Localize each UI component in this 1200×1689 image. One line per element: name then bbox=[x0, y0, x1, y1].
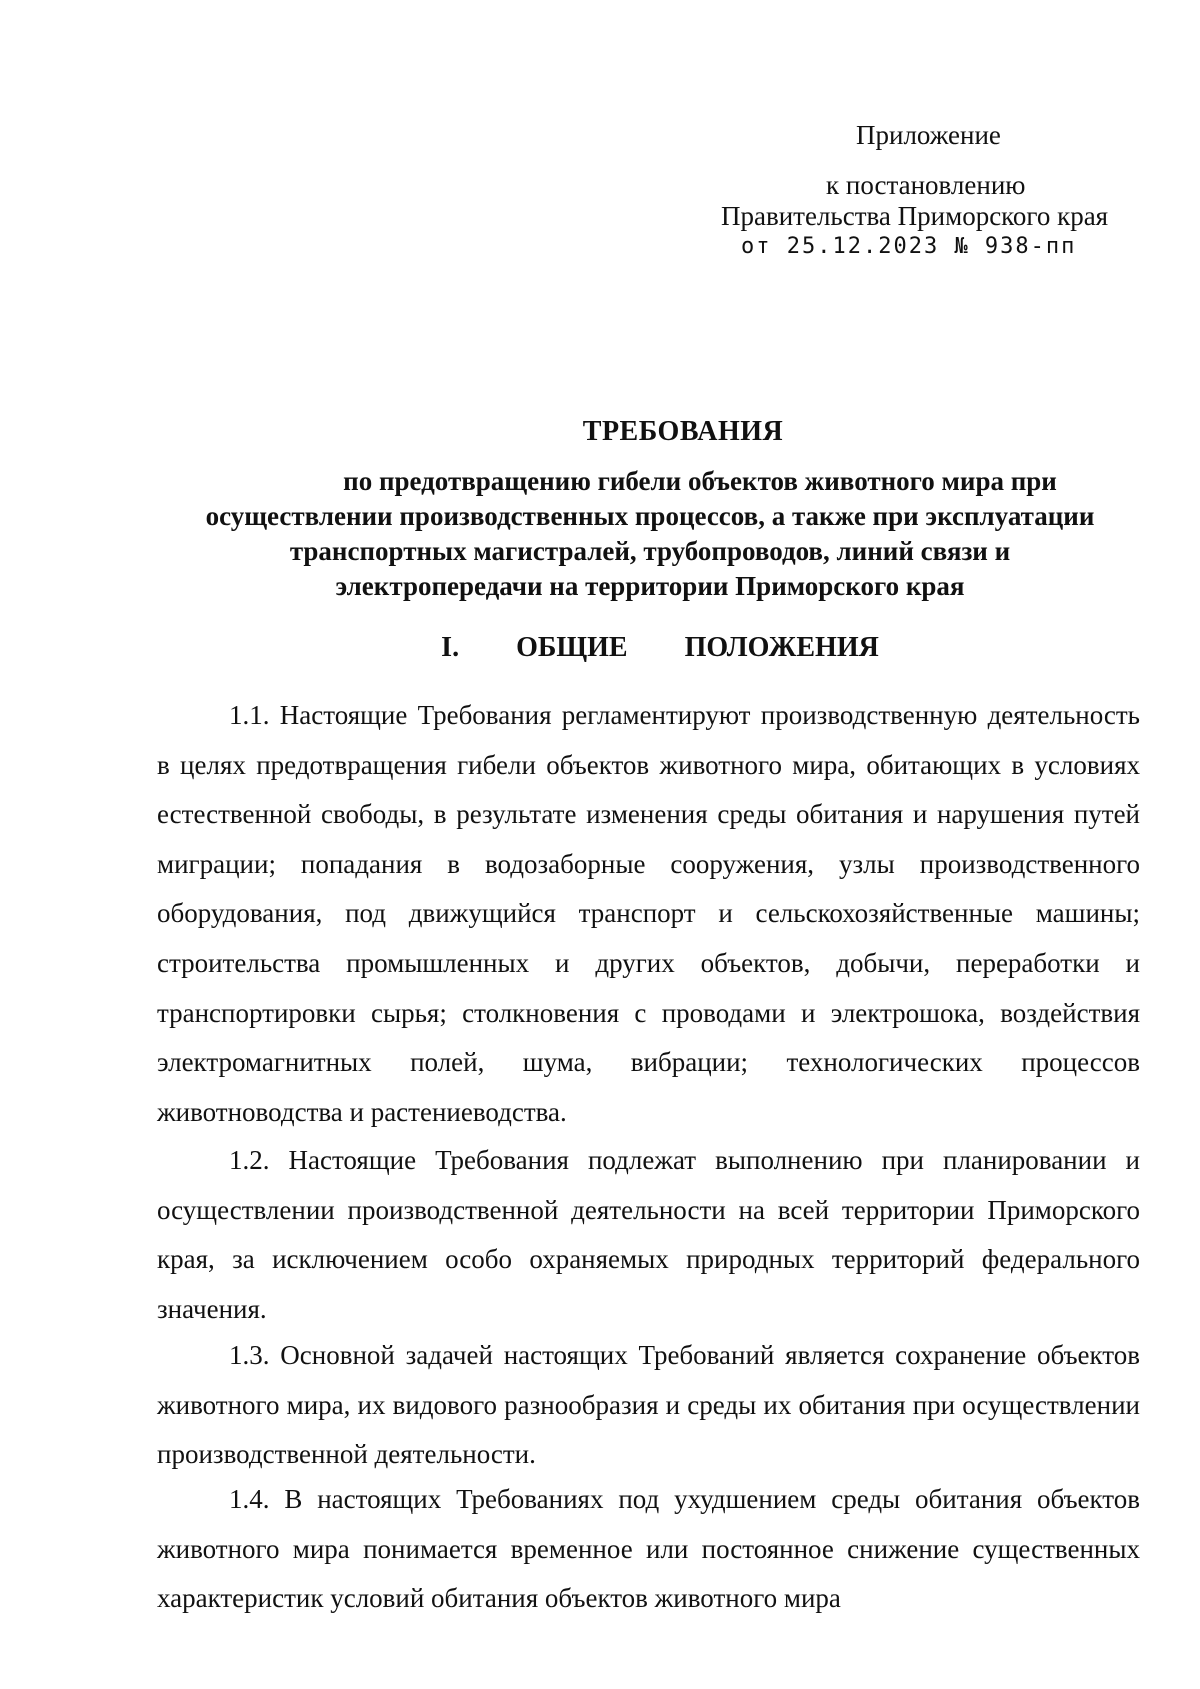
subtitle-line: электропередачи на территории Приморского края bbox=[335, 571, 965, 601]
section-heading: I. ОБЩИЕ ПОЛОЖЕНИЯ bbox=[441, 632, 879, 663]
appendix-label: Приложение bbox=[856, 120, 1001, 150]
to-decree-label: к постановлению bbox=[826, 170, 1026, 200]
paragraph-1-4: 1.4. В настоящих Требованиях под ухудшением среды обитания объектов животного мира понимается временное или постоянное снижение существенных характеристик условий обитания объектов животного мира bbox=[157, 1484, 1140, 1614]
decree-reference: от 25.12.2023 № 938-пп bbox=[741, 234, 1077, 259]
paragraph-1-3: 1.3. Основной задачей настоящих Требований является сохранение объектов животного мира, их видового разнообразия и среды их обитания при осуществлении производственной деятельности. bbox=[157, 1340, 1140, 1470]
subtitle-line: транспортных магистралей, трубопроводов, линий связи и bbox=[289, 536, 1011, 566]
paragraph-1-2: 1.2. Настоящие Требования подлежат выполнению при планировании и осуществлении производственной деятельности на всей территории Приморского края, за исключением особо охраняемых природных территорий федерального значения. bbox=[157, 1145, 1140, 1324]
document-title: ТРЕБОВАНИЯ bbox=[582, 416, 784, 447]
government-label: Правительства Приморского края bbox=[721, 201, 1109, 231]
subtitle-line: по предотвращению гибели объектов животного мира при bbox=[343, 466, 1057, 496]
subtitle-line: осуществлении производственных процессов, а также при эксплуатации bbox=[205, 501, 1095, 531]
paragraph-1-1: 1.1. Настоящие Требования регламентируют производственную деятельность в целях предотвращения гибели объектов животного мира, обитающих в условиях естественной свободы, в результате изменения среды обитания и нарушения путей миграции; попадания в водозаборные сооружения, узлы производственного оборудования, под движущийся транспорт и сельскохозяйственные машины; строительства промышленных и других объектов, добычи, переработки и транспортировки сырья; столкновения с проводами и электрошока, воздействия электромагнитных полей, шума, вибрации; технологических процессов животноводства и растениеводства. bbox=[157, 700, 1140, 1127]
